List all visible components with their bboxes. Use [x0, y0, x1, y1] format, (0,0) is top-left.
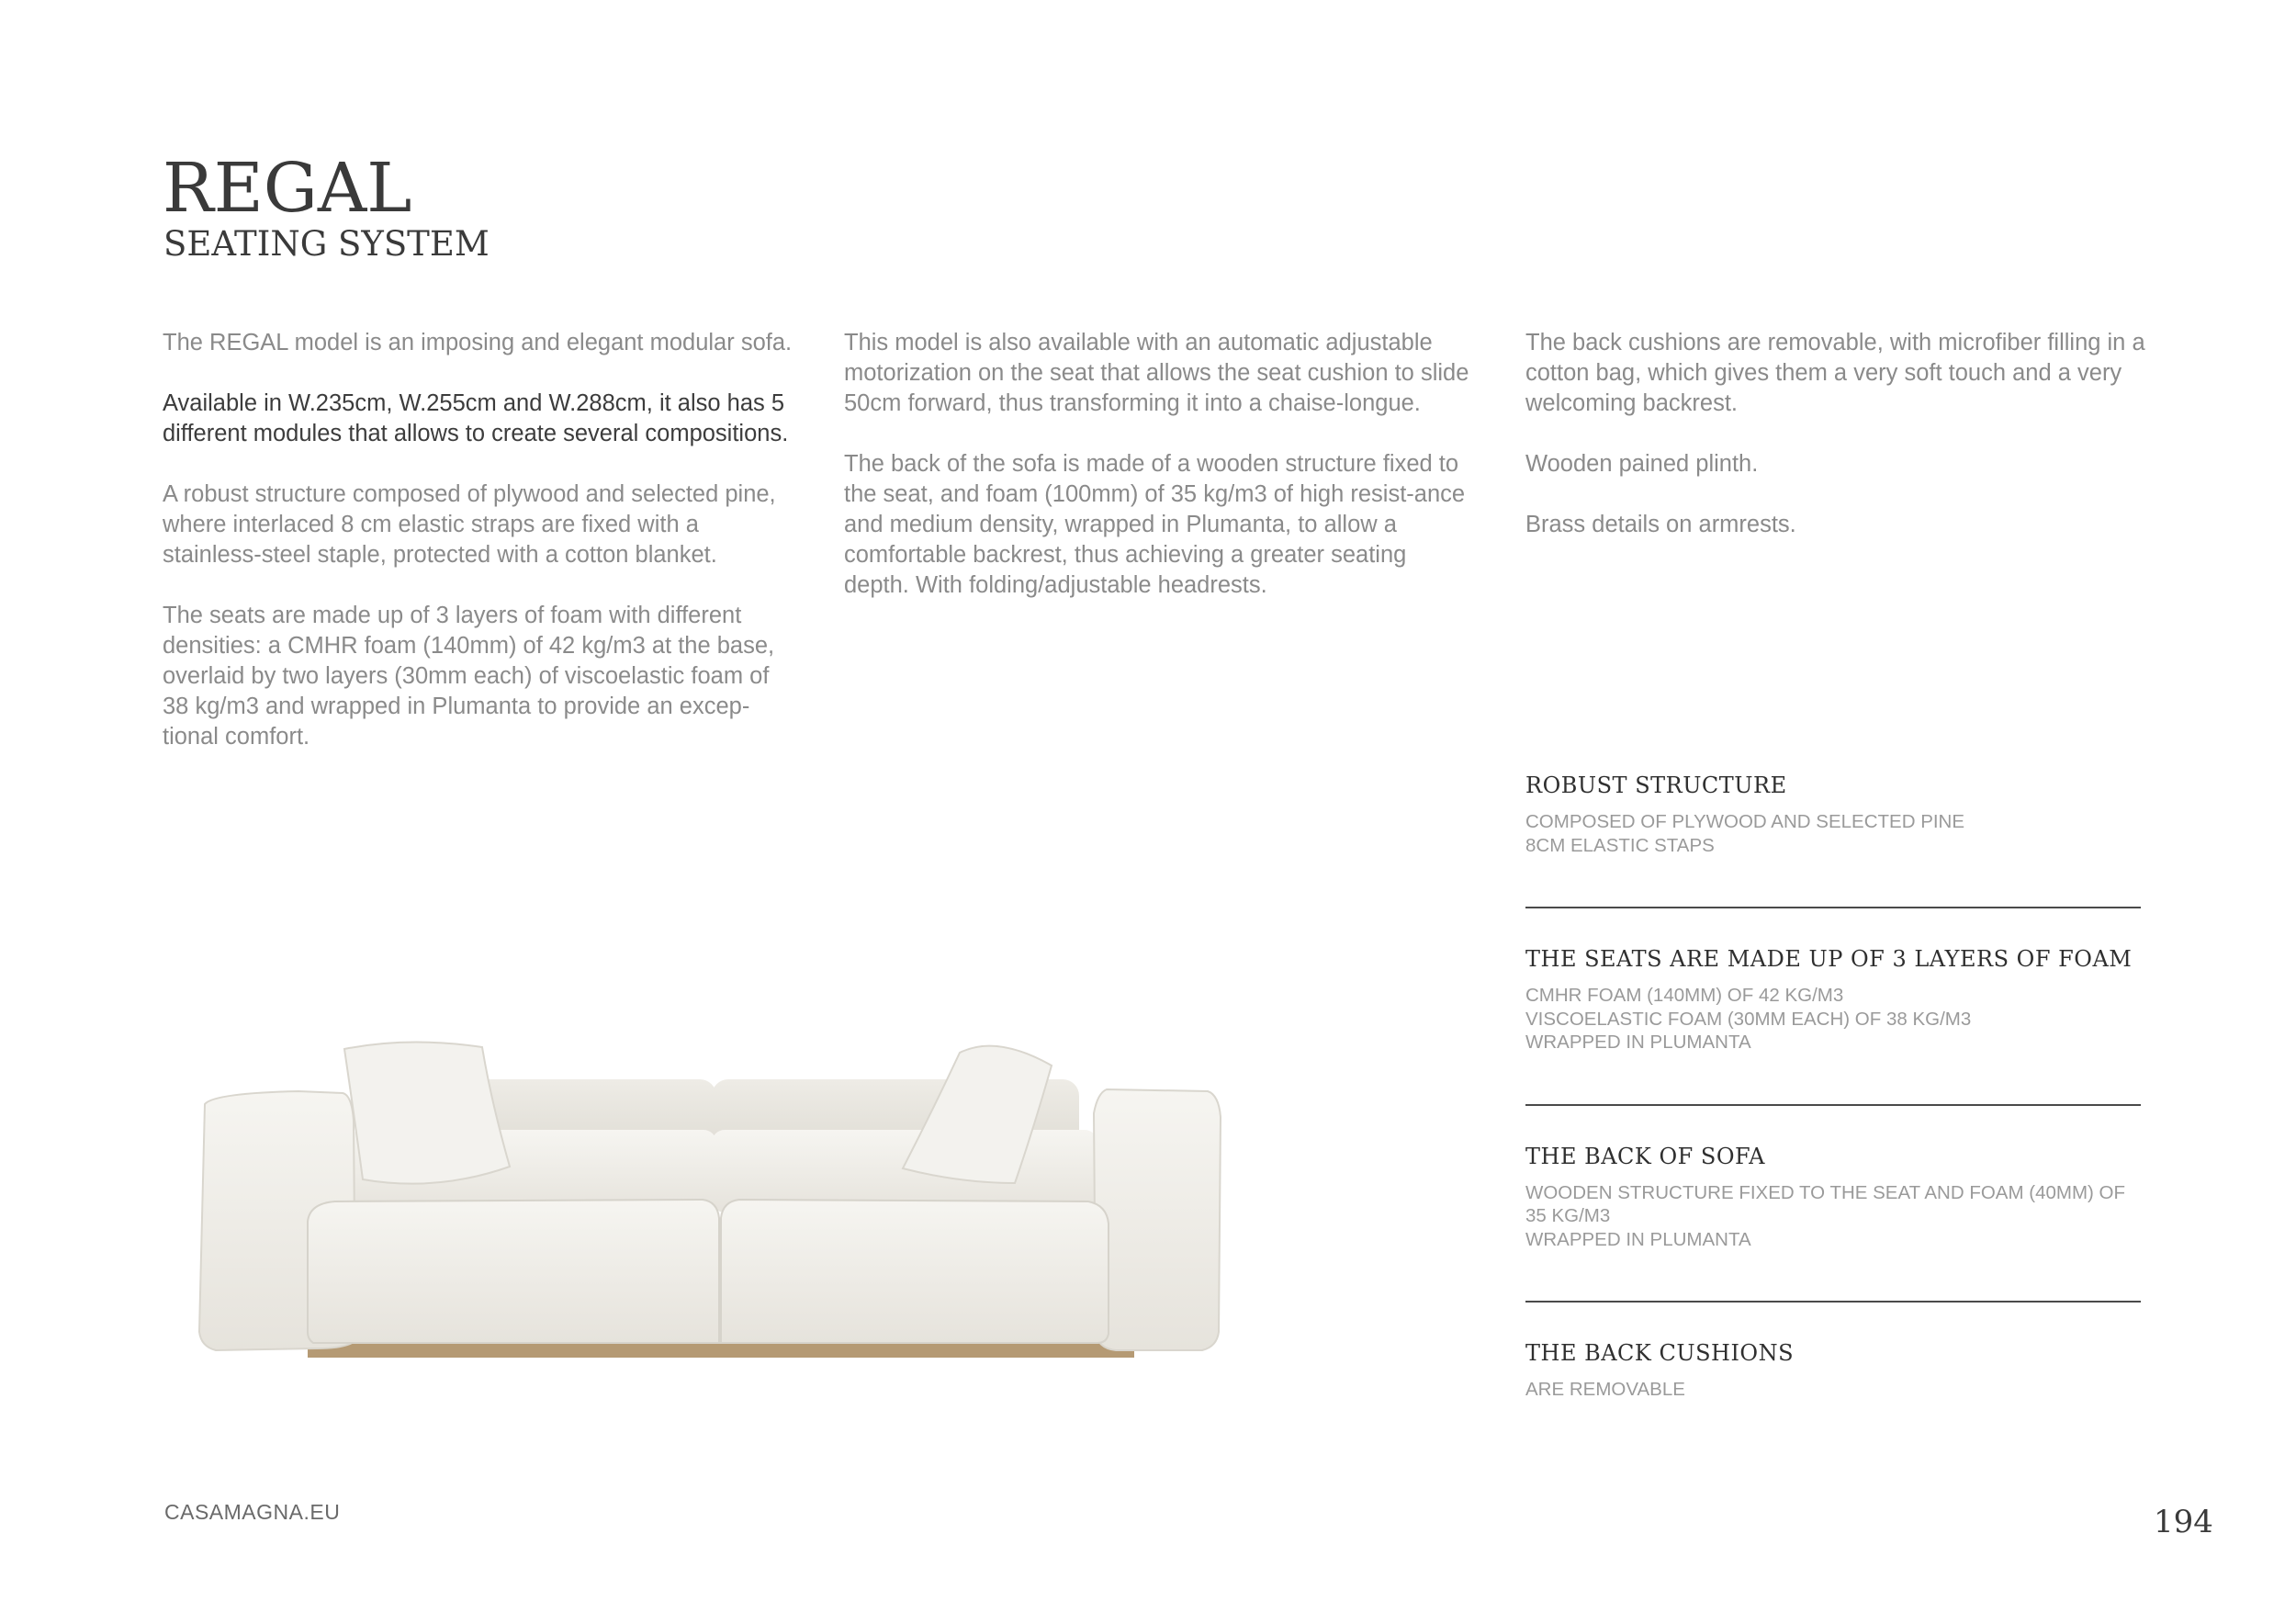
spec-line: 8CM ELASTIC STAPS: [1525, 834, 1715, 856]
spec-item: [1525, 772, 2141, 857]
description-column-1: [163, 328, 796, 783]
paragraph-structure: A robust structure composed of plywood and selected pine, where interlaced 8 cm elastic straps are fixed with a stainless-steel staple, protected with a cotton blanket.: [163, 481, 776, 568]
spec-title: THE BACK OF SOFA: [1525, 1143, 1765, 1169]
description-column-2: [844, 328, 1478, 631]
spec-line: CMHR FOAM (140MM) OF 42 KG/M3: [1525, 985, 1844, 1006]
paragraph-cushions: The back cushions are removable, with microfiber filling in a cotton bag, which gives them a very soft touch and a very welcoming backrest.: [1525, 330, 2145, 416]
spec-title: THE SEATS ARE MADE UP OF 3 LAYERS OF FOAM: [1525, 946, 2133, 972]
left-seat-cushion: [308, 1200, 719, 1343]
sofa-plinth: [308, 1343, 1134, 1358]
page-subtitle: SEATING SYSTEM: [163, 224, 490, 264]
sofa-image: [188, 1029, 1240, 1396]
paragraph-availability: Available in W.235cm, W.255cm and W.288cm, it also has 5 different modules that allows to create several compositions.: [163, 390, 789, 446]
spec-line: 35 KG/M3: [1525, 1205, 1611, 1226]
right-seat-cushion: [721, 1200, 1109, 1343]
footer-website: CASAMAGNA.EU: [164, 1500, 341, 1524]
spec-line: VISCOELASTIC FOAM (30MM EACH) OF 38 KG/M3: [1525, 1008, 1972, 1030]
spec-list: [1525, 772, 2141, 1402]
spec-line: COMPOSED OF PLYWOOD AND SELECTED PINE: [1525, 811, 1965, 832]
spec-line: WRAPPED IN PLUMANTA: [1525, 1032, 1751, 1053]
spec-divider: [1525, 1104, 2141, 1106]
spec-line: ARE REMOVABLE: [1525, 1379, 1685, 1400]
spec-item: [1525, 1339, 2141, 1402]
sofa-illustration: [188, 1029, 1240, 1396]
page-number: 194: [2154, 1504, 2213, 1540]
spec-item: [1525, 1143, 2141, 1252]
paragraph-seats: The seats are made up of 3 layers of foam with different densities: a CMHR foam (140mm) of 42 kg/m3 at the base, overlaid by two layers (30mm each) of viscoelastic foam of 38 kg/m3 and wrapped in Plumanta to provide an excep-tional comfort.: [163, 603, 775, 750]
spec-line: WRAPPED IN PLUMANTA: [1525, 1228, 1751, 1250]
spec-divider: [1525, 1301, 2141, 1303]
paragraph-motorization: This model is also available with an automatic adjustable motorization on the seat that allows the seat cushion to slide 50cm forward, thus transforming it into a chaise-longue.: [844, 330, 1469, 416]
right-armrest: [1094, 1089, 1221, 1350]
paragraph-intro: The REGAL model is an imposing and elegant modular sofa.: [163, 330, 793, 355]
paragraph-back: The back of the sofa is made of a wooden structure fixed to the seat, and foam (100mm) of 35 kg/m3 of high resist-ance and medium density, wrapped in Plumanta, to allow a comfortable backrest, thus achieving a greater seating depth. With folding/adjustable headrests.: [844, 451, 1466, 598]
spec-item: [1525, 945, 2141, 1054]
spec-line: WOODEN STRUCTURE FIXED TO THE SEAT AND FOAM (40MM) OF: [1525, 1181, 2126, 1203]
description-column-3: [1525, 328, 2168, 570]
paragraph-plinth: Wooden pained plinth.: [1525, 451, 1759, 477]
spec-title: ROBUST STRUCTURE: [1525, 773, 1787, 798]
left-throw-pillow: [344, 1042, 510, 1183]
spec-title: THE BACK CUSHIONS: [1525, 1340, 1795, 1366]
paragraph-brass: Brass details on armrests.: [1525, 512, 1796, 537]
page-title: REGAL: [163, 149, 412, 228]
spec-divider: [1525, 907, 2141, 908]
